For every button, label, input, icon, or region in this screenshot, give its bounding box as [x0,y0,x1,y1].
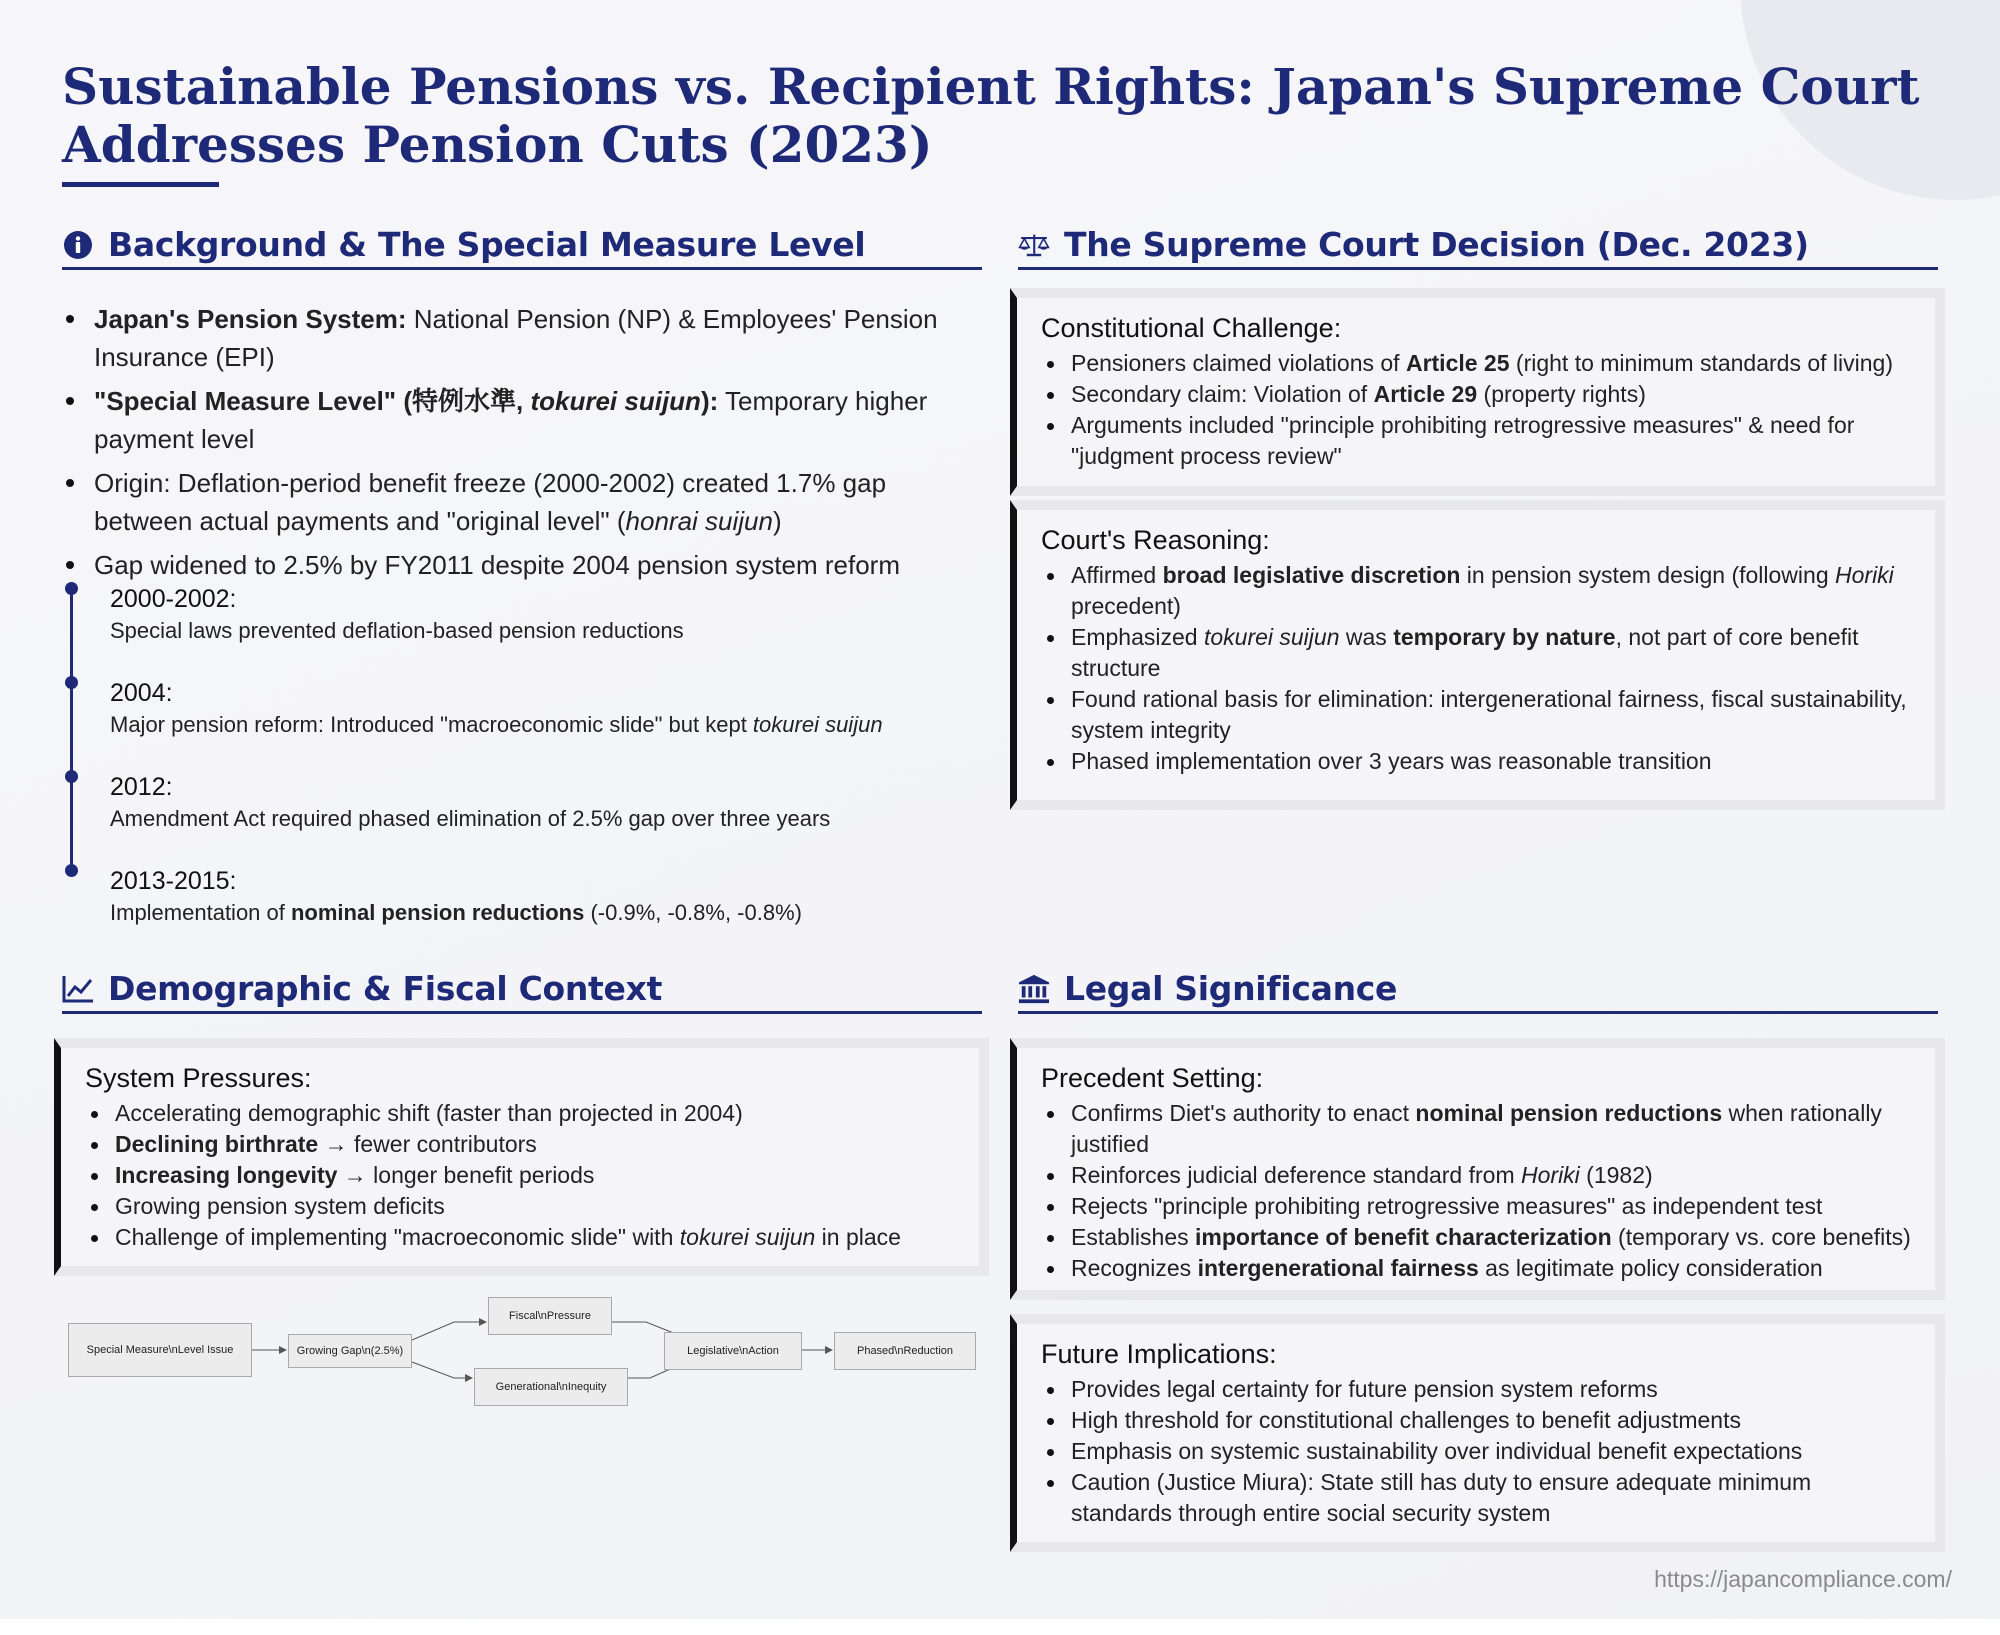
page-title: Sustainable Pensions vs. Recipient Rights: Japan's Supreme Court Addresses Pension Cuts (2023) [62,57,1920,174]
line-chart-icon [62,973,94,1005]
future-implications-card [1010,1314,1945,1552]
list-item: Emphasis on systemic sustainability over individual benefit expectations [1041,1436,1913,1467]
list-item: Challenge of implementing "macroeconomic slide" with tokurei suijun in place [85,1222,957,1253]
timeline-desc: Implementation of nominal pension reductions (-0.9%, -0.8%, -0.8%) [110,900,802,925]
list-item: Phased implementation over 3 years was reasonable transition [1041,746,1913,777]
decision-section-header [1018,222,1938,270]
significance-section-header [1018,966,1938,1014]
timeline-desc: Amendment Act required phased elimination of 2.5% gap over three years [110,806,831,831]
list-item: Declining birthrate → fewer contributors [85,1129,957,1160]
bottom-strip [0,1619,2000,1635]
timeline-item [62,770,962,864]
card-title: Court's Reasoning: [1041,525,1270,555]
list-item: Provides legal certainty for future pension system reforms [1041,1374,1913,1405]
card-title: Precedent Setting: [1041,1063,1264,1093]
list-item: Found rational basis for elimination: intergenerational fairness, fiscal sustainability, system integrity [1041,684,1913,746]
list-item: Pensioners claimed violations of Article 25 (right to minimum standards of living) [1041,348,1913,379]
list-item: Affirmed broad legislative discretion in pension system design (following Horiki precedent) [1041,560,1913,622]
list-item: Origin: Deflation-period benefit freeze (2000-2002) created 1.7% gap between actual payments and "original level" (honrai suijun) [62,464,962,540]
timeline [62,582,962,958]
list-item: Rejects "principle prohibiting retrogressive measures" as independent test [1041,1191,1913,1222]
demographic-section-header [62,966,982,1014]
flow-node: Fiscal\nPressure [488,1297,612,1335]
card-title: Constitutional Challenge: [1041,313,1342,343]
list-item: Increasing longevity → longer benefit periods [85,1160,957,1191]
list-item: Confirms Diet's authority to enact nominal pension reductions when rationally justified [1041,1098,1913,1160]
system-pressures-card [54,1038,989,1276]
timeline-year: 2012: [110,773,173,801]
list-item: Accelerating demographic shift (faster than projected in 2004) [85,1098,957,1129]
timeline-year: 2013-2015: [110,867,237,895]
background-section-header [62,222,982,270]
list-item: High threshold for constitutional challenges to benefit adjustments [1041,1405,1913,1436]
list-item: Emphasized tokurei suijun was temporary by nature, not part of core benefit structure [1041,622,1913,684]
timeline-item [62,676,962,770]
significance-heading: Legal Significance [1064,969,1398,1008]
timeline-year: 2000-2002: [110,585,237,613]
demographic-heading: Demographic & Fiscal Context [108,969,663,1008]
timeline-desc: Major pension reform: Introduced "macroeconomic slide" but kept tokurei suijun [110,712,883,737]
timeline-dot [65,864,78,877]
title-underline [62,182,219,187]
timeline-dot [65,582,78,595]
info-circle-icon [62,229,94,261]
list-item: Gap widened to 2.5% by FY2011 despite 2004 pension system reform [62,546,962,584]
list-item: Establishes importance of benefit characterization (temporary vs. core benefits) [1041,1222,1913,1253]
background-list [62,300,962,590]
list-item: Secondary claim: Violation of Article 29 (property rights) [1041,379,1913,410]
constitutional-challenge-card [1010,288,1945,496]
flow-diagram [66,1292,978,1412]
timeline-year: 2004: [110,679,173,707]
timeline-dot [65,676,78,689]
court-reasoning-card [1010,500,1945,810]
precedent-setting-card [1010,1038,1945,1300]
timeline-item [62,864,962,958]
list-item: Arguments included "principle prohibiting retrogressive measures" & need for "judgment process review" [1041,410,1913,472]
timeline-item [62,582,962,676]
scales-icon [1018,229,1050,261]
list-item: "Special Measure Level" (特例水準, tokurei suijun): Temporary higher payment level [62,382,962,458]
card-title: Future Implications: [1041,1339,1277,1369]
timeline-desc: Special laws prevented deflation-based pension reductions [110,618,684,643]
institution-icon [1018,973,1050,1005]
footer-url[interactable]: https://japancompliance.com/ [1654,1566,1952,1592]
list-item: Reinforces judicial deference standard from Horiki (1982) [1041,1160,1913,1191]
flow-node: Special Measure\nLevel Issue [68,1323,252,1377]
timeline-dot [65,770,78,783]
card-title: System Pressures: [85,1063,312,1093]
list-item: Growing pension system deficits [85,1191,957,1222]
flow-node: Legislative\nAction [664,1332,802,1370]
decision-heading: The Supreme Court Decision (Dec. 2023) [1064,225,1809,264]
list-item: Recognizes intergenerational fairness as legitimate policy consideration [1041,1253,1913,1284]
list-item: Caution (Justice Miura): State still has duty to ensure adequate minimum standards through entire social security system [1041,1467,1913,1529]
flow-node: Generational\nInequity [474,1368,628,1406]
flow-node: Phased\nReduction [834,1332,976,1370]
list-item: Japan's Pension System: National Pension (NP) & Employees' Pension Insurance (EPI) [62,300,962,376]
flow-node: Growing Gap\n(2.5%) [288,1334,412,1368]
background-heading: Background & The Special Measure Level [108,225,866,264]
